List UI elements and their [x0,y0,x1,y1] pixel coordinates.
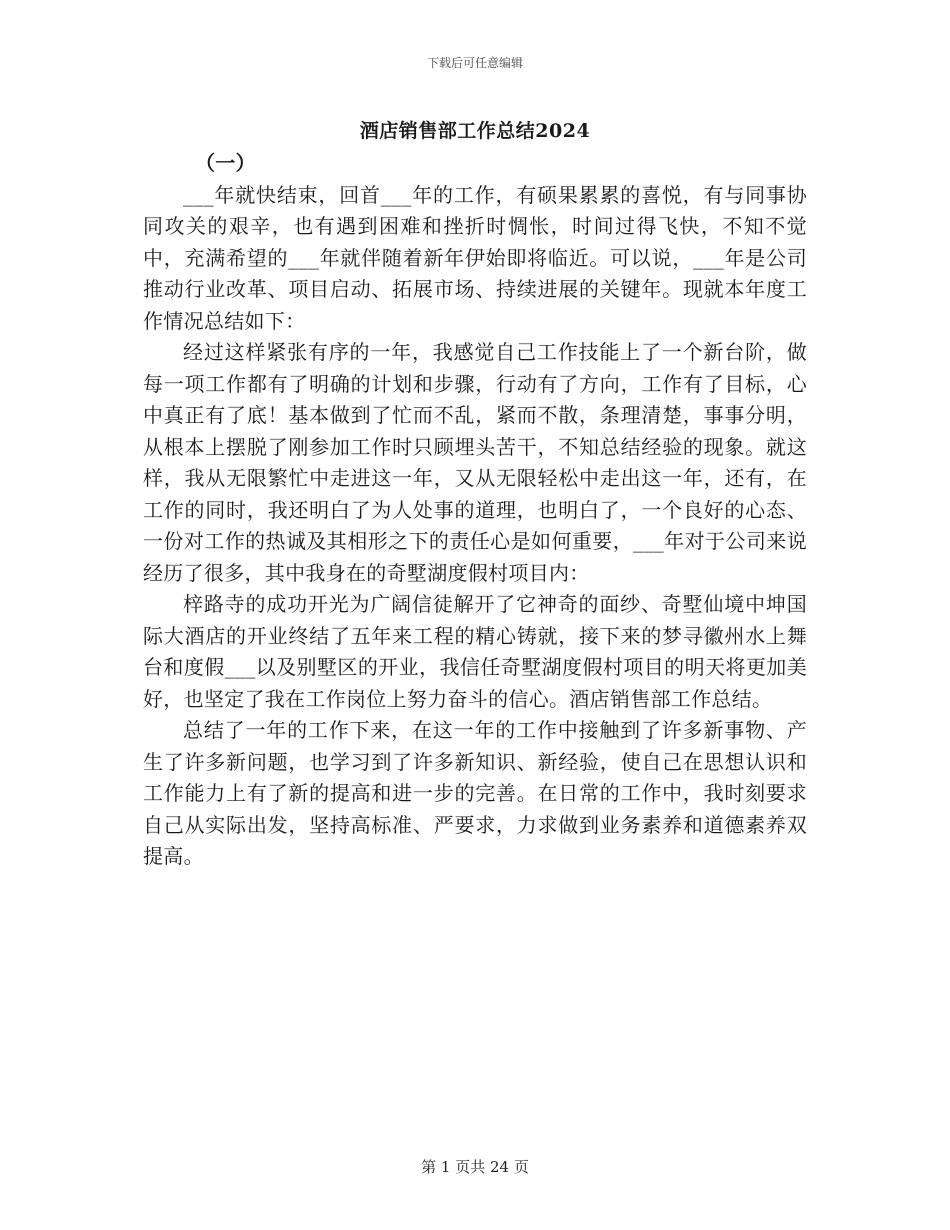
section-label: （一） [195,151,256,175]
document-title: 酒店销售部工作总结2024 [359,120,591,142]
header-note: 下载后可任意编辑 [426,56,523,70]
page-number-footer: 第 1 页共 24 页 [421,1158,529,1176]
document-body [143,148,807,873]
paragraph-4: 总结了一年的工作下来，在这一年的工作中接触到了许多新事物、产生了许多新问题，也学习到了许多新知识、新经验，使自己在思想认识和工作能力上有了新的提高和进一步的完善。在日常的工作中，我时刻要求自己从实际出发，坚持高标准、严要求，力求做到业务素养和道德素养双提高。 [143,718,807,868]
paragraph-1: ___年就快结束，回首___年的工作，有硕果累累的喜悦，有与同事协同攻关的艰辛，也有遇到困难和挫折时惆怅，时间过得飞快，不知不觉中，充满希望的___年就伴随着新年伊始即将临近。可以说，___年是公司推动行业改革、项目启动、拓展市场、持续进展的关键年。现就本年度工作情况总结如下： [143,182,807,333]
paragraph-3: 梓路寺的成功开光为广阔信徒解开了它神奇的面纱、奇墅仙境中坤国际大酒店的开业终结了五年来工程的精心铸就，接下来的梦寻徽州水上舞台和度假___以及别墅区的开业，我信任奇墅湖度假村项目的明天将更加美好，也坚定了我在工作岗位上努力奋斗的信心。酒店销售部工作总结。 [143,592,807,711]
paragraph-2: 经过这样紧张有序的一年，我感觉自己工作技能上了一个新台阶，做每一项工作都有了明确的计划和步骤，行动有了方向，工作有了目标，心中真正有了底！基本做到了忙而不乱，紧而不散，条理清楚，事事分明，从根本上摆脱了刚参加工作时只顾埋头苦干，不知总结经验的现象。就这样，我从无限繁忙中走进这一年，又从无限轻松中走出这一年，还有，在工作的同时，我还明白了为人处事的道理，也明白了，一个良好的心态、一份对工作的热诚及其相形之下的责任心是如何重要，___年对于公司来说经历了很多，其中我身在的奇墅湖度假村项目内： [143,340,807,585]
